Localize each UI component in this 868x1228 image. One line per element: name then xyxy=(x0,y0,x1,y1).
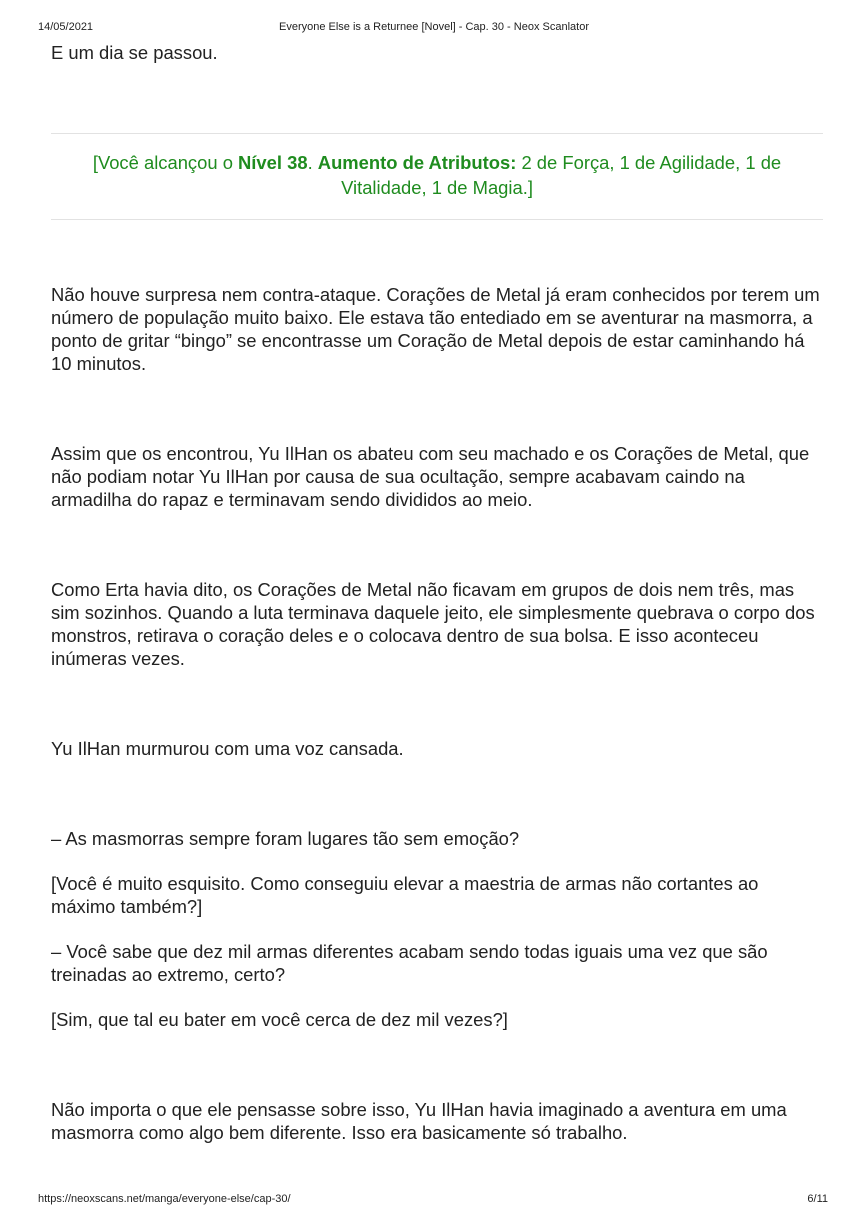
paragraph-3: Como Erta havia dito, os Corações de Metal não ficavam em grupos de dois nem três, mas sim sozinhos. Quando a luta terminava daquele jeito, ele simplesmente quebrava o corpo dos monstros, retirava o coração deles e o colocava dentro de sua bolsa. E isso aconteceu inúmeras vezes. xyxy=(51,579,815,669)
system-level: Nível 38 xyxy=(238,152,308,173)
paragraph-2: Assim que os encontrou, Yu IlHan os abateu com seu machado e os Corações de Metal, que não podiam notar Yu IlHan por causa de sua ocultação, sempre acabavam caindo na armadilha do rapaz e terminavam sendo divididos ao meio. xyxy=(51,443,810,510)
page-number: 6/11 xyxy=(807,1193,828,1205)
paragraph-5: Não importa o que ele pensasse sobre isso, Yu IlHan havia imaginado a aventura em uma masmorra como algo bem diferente. Isso era basicamente só trabalho. xyxy=(51,1099,787,1143)
print-date: 14/05/2021 xyxy=(38,21,94,33)
dialogue-2: [Você é muito esquisito. Como conseguiu elevar a maestria de armas não cortantes ao máximo também?] xyxy=(51,873,759,917)
system-attr-label: Aumento de Atributos: xyxy=(317,152,517,173)
divider-bottom xyxy=(51,219,823,220)
print-url: https://neoxscans.net/manga/everyone-else/cap-30/ xyxy=(38,1193,291,1205)
dialogue-3: – Você sabe que dez mil armas diferentes acabam sendo todas iguais uma vez que são treinadas ao extremo, certo? xyxy=(51,941,768,985)
paragraph-intro: E um dia se passou. xyxy=(51,42,218,63)
paragraph-1: Não houve surpresa nem contra-ataque. Corações de Metal já eram conhecidos por terem um número de população muito baixo. Ele estava tão entediado em se aventurar na masmorra, a ponto de gritar “bingo” se encontrasse um Coração de Metal depois de estar caminhando há 10 minutos. xyxy=(51,284,820,374)
system-prefix: [Você alcançou o xyxy=(92,152,239,173)
system-dot: . xyxy=(307,152,318,173)
print-page-title: Everyone Else is a Returnee [Novel] - Cap. 30 - Neox Scanlator xyxy=(279,21,589,33)
chapter-content xyxy=(51,41,823,1144)
dialogue-1: – As masmorras sempre foram lugares tão sem emoção? xyxy=(51,828,520,849)
dialogue-4: [Sim, que tal eu bater em você cerca de dez mil vezes?] xyxy=(51,1009,508,1030)
system-attributes: 2 de Força, 1 de Agilidade, 1 de Vitalidade, 1 de Magia.] xyxy=(341,152,782,198)
paragraph-4: Yu IlHan murmurou com uma voz cansada. xyxy=(51,738,404,759)
system-message-level-up xyxy=(51,134,823,219)
